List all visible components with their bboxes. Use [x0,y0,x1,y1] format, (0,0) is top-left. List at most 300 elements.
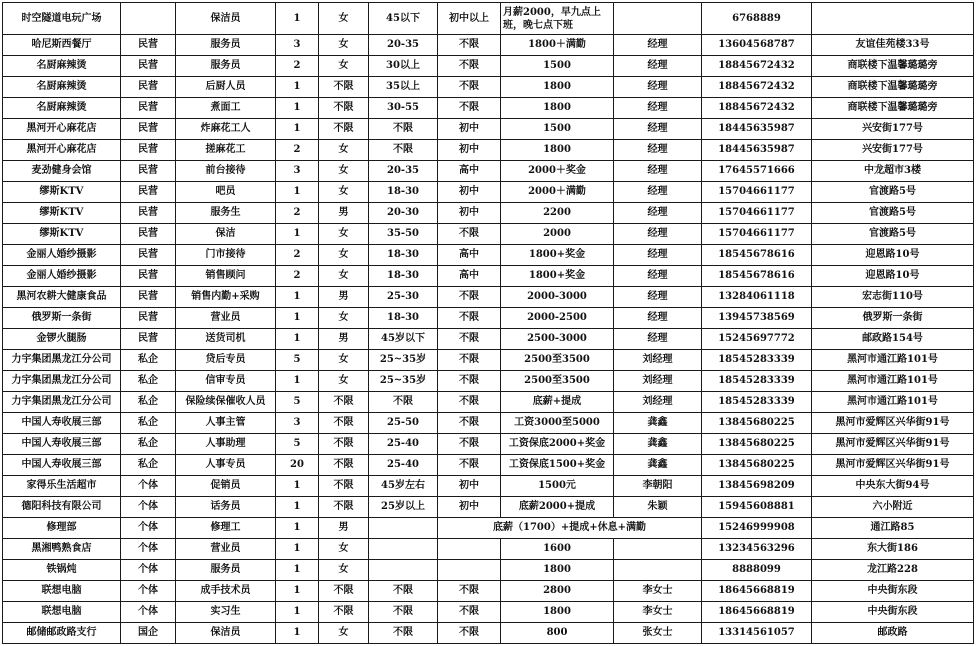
contact-person-cell: 李朝阳 [614,476,702,497]
phone-cell: 13845680225 [702,413,812,434]
contact-person-cell: 经理 [614,56,702,77]
gender-cell: 女 [319,140,369,161]
gender-cell: 男 [319,329,369,350]
table-row [3,308,974,329]
ownership-type-cell: 民营 [121,203,176,224]
contact-person-cell: 经理 [614,35,702,56]
table-row [3,476,974,497]
company-cell: 力宇集团黑龙江分公司 [3,350,121,371]
gender-cell: 女 [319,161,369,182]
table-row [3,140,974,161]
company-cell: 俄罗斯一条街 [3,308,121,329]
contact-person-cell: 经理 [614,203,702,224]
salary-cell: 1500元 [501,476,614,497]
gender-cell: 女 [319,245,369,266]
position-cell: 销售顾问 [176,266,276,287]
ownership-type-cell: 民营 [121,224,176,245]
ownership-type-cell: 私企 [121,413,176,434]
contact-person-cell: 经理 [614,182,702,203]
contact-person-cell [614,560,702,581]
contact-person-cell: 经理 [614,329,702,350]
address-cell: 迎恩路10号 [812,266,974,287]
phone-cell: 13845680225 [702,434,812,455]
address-cell: 商联楼下温馨璐璐旁 [812,56,974,77]
salary-cell: 1800＋满勤 [501,35,614,56]
education-cell: 不限 [438,602,501,623]
salary-cell: 2000 [501,224,614,245]
gender-cell: 不限 [319,455,369,476]
phone-cell: 15704661177 [702,203,812,224]
headcount-cell: 1 [276,98,319,119]
table-row [3,329,974,350]
ownership-type-cell: 民营 [121,35,176,56]
salary-cell: 月薪2000，早九点上班，晚七点下班 [501,3,614,35]
position-cell: 营业员 [176,539,276,560]
education-cell: 不限 [438,98,501,119]
position-cell: 成手技术员 [176,581,276,602]
phone-cell: 15246999908 [702,518,812,539]
age-cell: 30以上 [369,56,438,77]
position-cell: 吧员 [176,182,276,203]
gender-cell: 不限 [319,413,369,434]
headcount-cell: 1 [276,287,319,308]
company-cell: 名厨麻辣烫 [3,77,121,98]
ownership-type-cell: 国企 [121,623,176,644]
company-cell: 联想电脑 [3,602,121,623]
age-cell: 25-40 [369,434,438,455]
age-cell: 45岁以下 [369,329,438,350]
table-row [3,560,974,581]
ownership-type-cell: 民营 [121,56,176,77]
education-cell: 初中 [438,182,501,203]
contact-person-cell: 经理 [614,224,702,245]
gender-cell: 女 [319,224,369,245]
age-cell: 25-30 [369,287,438,308]
table-row [3,287,974,308]
phone-cell: 13845698209 [702,476,812,497]
position-cell: 营业员 [176,308,276,329]
headcount-cell: 5 [276,350,319,371]
position-cell: 促销员 [176,476,276,497]
contact-person-cell: 经理 [614,161,702,182]
headcount-cell: 1 [276,476,319,497]
ownership-type-cell: 个体 [121,476,176,497]
company-cell: 黑河开心麻花店 [3,140,121,161]
company-cell: 时空隧道电玩广场 [3,3,121,35]
address-cell: 迎恩路10号 [812,245,974,266]
education-cell: 不限 [438,434,501,455]
company-cell: 名厨麻辣烫 [3,98,121,119]
age-cell: 30-55 [369,98,438,119]
company-cell: 联想电脑 [3,581,121,602]
position-cell: 煮面工 [176,98,276,119]
table-row [3,434,974,455]
education-cell: 不限 [438,329,501,350]
education-cell: 高中 [438,245,501,266]
contact-person-cell: 李女士 [614,602,702,623]
address-cell: 东大街186 [812,539,974,560]
position-cell: 保洁 [176,224,276,245]
ownership-type-cell: 民营 [121,98,176,119]
education-cell: 高中 [438,266,501,287]
gender-cell: 男 [319,518,369,539]
company-cell: 中国人寿收展三部 [3,455,121,476]
ownership-type-cell: 个体 [121,581,176,602]
gender-cell: 女 [319,308,369,329]
education-cell: 初中 [438,119,501,140]
contact-person-cell: 经理 [614,140,702,161]
position-cell: 送货司机 [176,329,276,350]
position-cell: 门市接待 [176,245,276,266]
age-cell: 35-50 [369,224,438,245]
phone-cell: 15945608881 [702,497,812,518]
position-cell: 服务生 [176,203,276,224]
table-row [3,518,974,539]
ownership-type-cell: 个体 [121,560,176,581]
company-cell: 缪斯KTV [3,224,121,245]
contact-person-cell: 经理 [614,308,702,329]
education-cell: 初中 [438,140,501,161]
phone-cell: 18645668819 [702,581,812,602]
address-cell: 商联楼下温馨璐璐旁 [812,98,974,119]
salary-cell: 2500至3500 [501,350,614,371]
salary-cell: 2500-3000 [501,329,614,350]
gender-cell: 不限 [319,602,369,623]
contact-person-cell: 经理 [614,77,702,98]
age-cell: 18-30 [369,245,438,266]
salary-cell: 2000＋满勤 [501,182,614,203]
gender-cell: 女 [319,182,369,203]
job-listings-table [2,2,974,644]
education-cell [438,560,501,581]
table-row [3,224,974,245]
table-row [3,602,974,623]
headcount-cell: 1 [276,602,319,623]
gender-cell: 不限 [319,581,369,602]
company-cell: 哈尼斯西餐厅 [3,35,121,56]
address-cell: 中央街东段 [812,581,974,602]
ownership-type-cell: 个体 [121,539,176,560]
salary-cell: 1800+奖金 [501,245,614,266]
education-cell: 不限 [438,455,501,476]
salary-cell: 2000-2500 [501,308,614,329]
table-row [3,371,974,392]
address-cell: 邮政路 [812,623,974,644]
headcount-cell: 3 [276,35,319,56]
age-cell: 18-30 [369,182,438,203]
table-body [3,3,974,644]
phone-cell: 8888099 [702,560,812,581]
age-cell: 不限 [369,623,438,644]
position-cell: 修理工 [176,518,276,539]
phone-cell: 13945738569 [702,308,812,329]
education-cell: 不限 [438,392,501,413]
age-cell: 45岁左右 [369,476,438,497]
salary-cell: 2200 [501,203,614,224]
education-cell: 不限 [438,371,501,392]
ownership-type-cell: 民营 [121,266,176,287]
company-cell: 邮储邮政路支行 [3,623,121,644]
headcount-cell: 1 [276,119,319,140]
company-cell: 力宇集团黑龙江分公司 [3,392,121,413]
ownership-type-cell: 民营 [121,182,176,203]
position-cell: 话务员 [176,497,276,518]
position-cell: 贷后专员 [176,350,276,371]
ownership-type-cell: 个体 [121,497,176,518]
company-cell: 缪斯KTV [3,182,121,203]
age-cell: 不限 [369,581,438,602]
age-cell: 不限 [369,140,438,161]
gender-cell: 不限 [319,476,369,497]
position-cell: 实习生 [176,602,276,623]
address-cell: 黑河市爱辉区兴华街91号 [812,455,974,476]
phone-cell: 17645571666 [702,161,812,182]
education-cell: 不限 [438,308,501,329]
position-cell: 人事助理 [176,434,276,455]
gender-cell: 男 [319,203,369,224]
phone-cell: 18445635987 [702,140,812,161]
headcount-cell: 1 [276,182,319,203]
salary-cell: 1800+奖金 [501,266,614,287]
education-cell: 不限 [438,350,501,371]
gender-cell: 不限 [319,434,369,455]
gender-cell: 女 [319,56,369,77]
headcount-cell: 1 [276,497,319,518]
table-row [3,245,974,266]
position-cell: 服务员 [176,560,276,581]
address-cell: 官渡路5号 [812,203,974,224]
salary-cell: 2000＋奖金 [501,161,614,182]
table-row [3,77,974,98]
contact-person-cell: 龚鑫 [614,434,702,455]
table-row [3,35,974,56]
age-cell: 45以下 [369,3,438,35]
headcount-cell: 2 [276,203,319,224]
table-row [3,455,974,476]
salary-cell: 2800 [501,581,614,602]
company-cell: 中国人寿收展三部 [3,434,121,455]
contact-person-cell: 经理 [614,245,702,266]
gender-cell: 男 [319,287,369,308]
company-cell: 铁锅炖 [3,560,121,581]
address-cell [812,3,974,35]
gender-cell: 女 [319,371,369,392]
headcount-cell: 1 [276,77,319,98]
headcount-cell: 5 [276,392,319,413]
headcount-cell: 1 [276,329,319,350]
position-cell: 人事主管 [176,413,276,434]
age-cell: 不限 [369,119,438,140]
address-cell: 兴安街177号 [812,119,974,140]
salary-cell: 1600 [501,539,614,560]
headcount-cell: 5 [276,434,319,455]
salary-cell: 工资3000至5000 [501,413,614,434]
education-cell: 不限 [438,581,501,602]
salary-cell: 1500 [501,56,614,77]
table-row [3,497,974,518]
gender-cell: 不限 [319,77,369,98]
gender-cell: 女 [319,560,369,581]
contact-person-cell: 经理 [614,119,702,140]
address-cell: 中龙超市3楼 [812,161,974,182]
gender-cell: 不限 [319,497,369,518]
address-cell: 黑河市爱辉区兴华街91号 [812,434,974,455]
position-cell: 炸麻花工人 [176,119,276,140]
phone-cell: 18445635987 [702,119,812,140]
ownership-type-cell: 私企 [121,371,176,392]
ownership-type-cell: 民营 [121,161,176,182]
gender-cell: 女 [319,623,369,644]
salary-cell: 1800 [501,140,614,161]
contact-person-cell [614,539,702,560]
headcount-cell: 20 [276,455,319,476]
contact-person-cell [614,3,702,35]
address-cell: 友谊佳苑楼33号 [812,35,974,56]
headcount-cell: 1 [276,623,319,644]
phone-cell: 18545283339 [702,371,812,392]
headcount-cell: 2 [276,245,319,266]
ownership-type-cell: 私企 [121,350,176,371]
address-cell: 中央街东段 [812,602,974,623]
phone-cell: 18545678616 [702,266,812,287]
age-cell: 25岁以上 [369,497,438,518]
phone-cell: 13845680225 [702,455,812,476]
ownership-type-cell: 个体 [121,602,176,623]
phone-cell: 18645668819 [702,602,812,623]
education-cell: 高中 [438,161,501,182]
headcount-cell: 1 [276,224,319,245]
company-cell: 家得乐生活超市 [3,476,121,497]
position-cell: 保险续保催收人员 [176,392,276,413]
address-cell: 俄罗斯一条街 [812,308,974,329]
gender-cell: 女 [319,350,369,371]
salary-cell: 1800 [501,602,614,623]
education-cell: 初中 [438,476,501,497]
table-row [3,3,974,35]
contact-person-cell: 经理 [614,266,702,287]
address-cell: 黑河市爱辉区兴华街91号 [812,413,974,434]
position-cell: 搓麻花工 [176,140,276,161]
position-cell: 人事专员 [176,455,276,476]
salary-cell: 底薪2000+提成 [501,497,614,518]
contact-person-cell: 经理 [614,98,702,119]
age-cell: 25~35岁 [369,371,438,392]
education-cell: 初中以上 [438,3,501,35]
position-cell: 服务员 [176,56,276,77]
salary-cell: 1800 [501,98,614,119]
company-cell: 名厨麻辣烫 [3,56,121,77]
age-cell [369,518,438,539]
company-cell: 金丽人婚纱摄影 [3,245,121,266]
age-cell [369,539,438,560]
contact-person-cell: 龚鑫 [614,455,702,476]
salary-cell: 工资保底1500+奖金 [501,455,614,476]
company-cell: 黑河农耕大健康食品 [3,287,121,308]
address-cell: 中央东大街94号 [812,476,974,497]
table-row [3,581,974,602]
contact-person-cell: 刘经理 [614,392,702,413]
position-cell: 保洁员 [176,623,276,644]
headcount-cell: 1 [276,371,319,392]
company-cell: 缪斯KTV [3,203,121,224]
education-cell [438,539,501,560]
company-cell: 修理部 [3,518,121,539]
company-cell: 黑河开心麻花店 [3,119,121,140]
salary-cell: 1500 [501,119,614,140]
phone-cell: 13234563296 [702,539,812,560]
salary-cell: 1800 [501,77,614,98]
address-cell: 黑河市通江路101号 [812,392,974,413]
salary-cell: 1800 [501,560,614,581]
contact-person-cell: 龚鑫 [614,413,702,434]
ownership-type-cell: 民营 [121,287,176,308]
age-cell: 25-40 [369,455,438,476]
ownership-type-cell: 私企 [121,434,176,455]
address-cell: 六小附近 [812,497,974,518]
phone-cell: 18845672432 [702,98,812,119]
salary-cell: 工资保底2000+奖金 [501,434,614,455]
ownership-type-cell: 私企 [121,392,176,413]
headcount-cell: 1 [276,560,319,581]
education-cell: 不限 [438,287,501,308]
address-cell: 官渡路5号 [812,224,974,245]
table-row [3,119,974,140]
ownership-type-cell [121,3,176,35]
age-cell: 25-50 [369,413,438,434]
age-cell: 不限 [369,602,438,623]
ownership-type-cell: 民营 [121,245,176,266]
headcount-cell: 1 [276,539,319,560]
education-cell: 不限 [438,413,501,434]
gender-cell: 不限 [319,392,369,413]
salary-cell: 底薪+提成 [501,392,614,413]
headcount-cell: 2 [276,140,319,161]
gender-cell: 女 [319,35,369,56]
table-row [3,413,974,434]
address-cell: 邮政路154号 [812,329,974,350]
headcount-cell: 3 [276,413,319,434]
age-cell: 35以上 [369,77,438,98]
age-cell: 18-30 [369,308,438,329]
table-row [3,392,974,413]
table-row [3,203,974,224]
age-cell: 20-35 [369,35,438,56]
headcount-cell: 3 [276,161,319,182]
table-row [3,266,974,287]
age-cell: 不限 [369,392,438,413]
address-cell: 龙江路228 [812,560,974,581]
education-cell: 不限 [438,623,501,644]
phone-cell: 15704661177 [702,224,812,245]
education-cell: 不限 [438,56,501,77]
address-cell: 兴安街177号 [812,140,974,161]
salary-cell: 2000-3000 [501,287,614,308]
ownership-type-cell: 民营 [121,77,176,98]
salary-cell: 800 [501,623,614,644]
table-row [3,350,974,371]
contact-person-cell: 李女士 [614,581,702,602]
age-cell: 25~35岁 [369,350,438,371]
gender-cell: 不限 [319,119,369,140]
education-cell: 不限 [438,77,501,98]
address-cell: 黑河市通江路101号 [812,371,974,392]
age-cell: 20-35 [369,161,438,182]
gender-cell: 不限 [319,98,369,119]
phone-cell: 18545283339 [702,350,812,371]
company-cell: 金丽人婚纱摄影 [3,266,121,287]
ownership-type-cell: 民营 [121,329,176,350]
table-row [3,98,974,119]
